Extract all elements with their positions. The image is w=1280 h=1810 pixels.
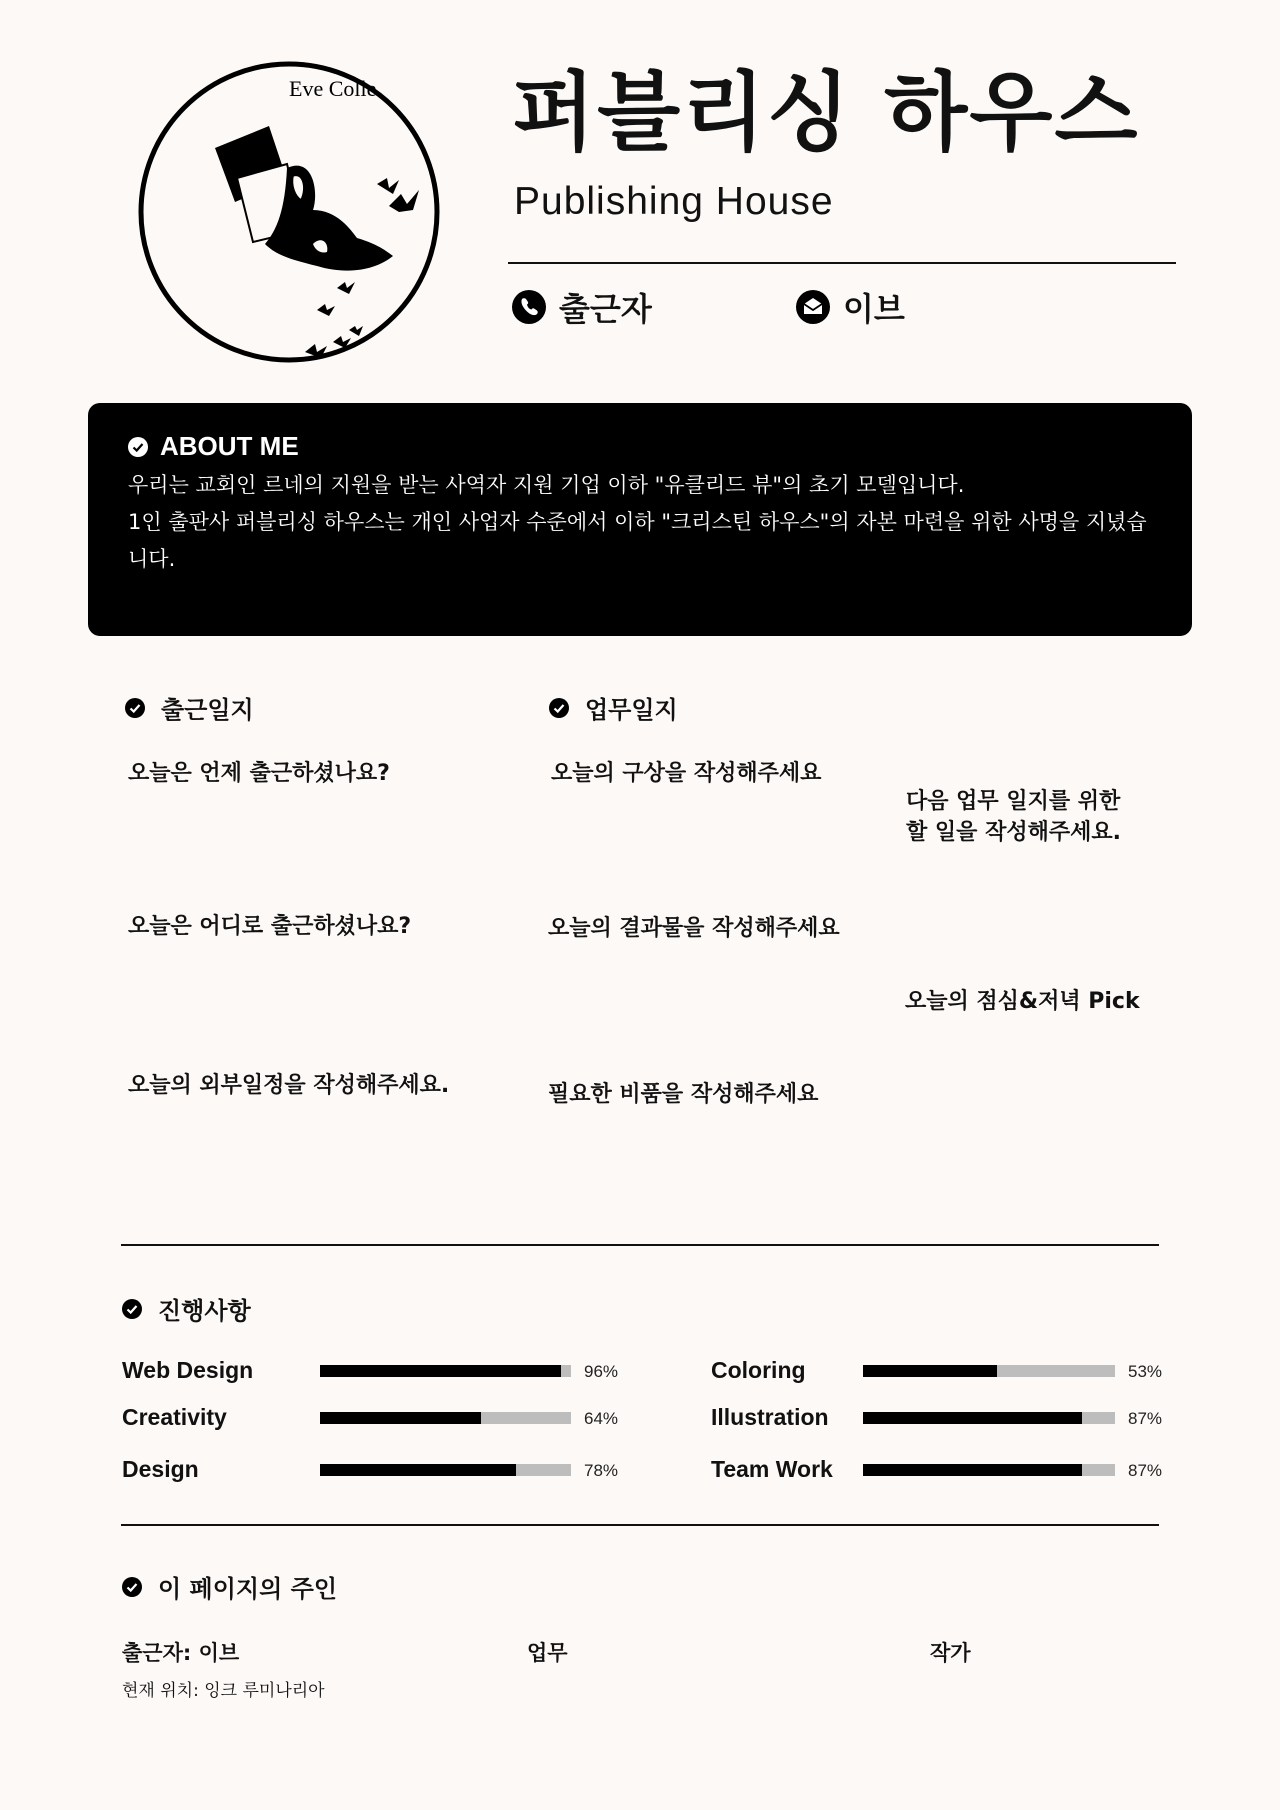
mail-icon xyxy=(795,289,831,325)
about-line-1: 우리는 교회인 르네의 지원을 받는 사역자 지원 기업 이하 "유클리드 뷰"의 초기 모델입니다. xyxy=(128,473,965,497)
logo-emblem xyxy=(137,60,441,364)
skill-label: Design xyxy=(122,1456,199,1482)
skill-bar-fill xyxy=(320,1412,481,1424)
skill-percent: 53% xyxy=(1128,1362,1163,1381)
worklog-question-1: 오늘의 구상을 작성해주세요 xyxy=(551,761,822,786)
worklog-side-note-2: 오늘의 점심&저녁 Pick xyxy=(905,989,1140,1014)
contact-mail-label: 이브 xyxy=(843,290,905,328)
attendance-question-2: 오늘은 어디로 출근하셨나요? xyxy=(128,914,412,939)
about-body xyxy=(128,467,1158,578)
skill-label: Web Design xyxy=(122,1357,254,1383)
check-icon xyxy=(128,437,148,457)
skill-bar xyxy=(863,1412,1115,1424)
about-line-2: 1인 출판사 퍼블리싱 하우스는 개인 사업자 수준에서 이하 "크리스틴 하우스"의 자본 마련을 위한 사명을 지녔습니다. xyxy=(128,510,1147,571)
check-icon xyxy=(122,1299,142,1319)
attendance-question-1: 오늘은 언제 출근하셨나요? xyxy=(128,761,390,786)
skill-label: Illustration xyxy=(711,1404,829,1430)
worklog-side-note-1-line-1: 다음 업무 일지를 위한 xyxy=(906,789,1121,814)
progress-heading-text: 진행사항 xyxy=(158,1297,251,1325)
check-icon xyxy=(549,698,569,718)
contact-phone-label: 출근자 xyxy=(559,290,652,328)
skill-percent: 87% xyxy=(1128,1409,1163,1428)
section-divider xyxy=(121,1524,1159,1526)
worklog-heading-text: 업무일지 xyxy=(585,696,678,724)
section-divider xyxy=(121,1244,1159,1246)
skill-bar xyxy=(320,1365,571,1377)
worklog-question-3: 필요한 비품을 작성해주세요 xyxy=(548,1082,819,1107)
skill-label: Creativity xyxy=(122,1404,227,1430)
attendance-heading xyxy=(125,690,254,725)
worklog-side-note-1-line-2: 할 일을 작성해주세요. xyxy=(906,820,1121,845)
worklog-question-2: 오늘의 결과물을 작성해주세요 xyxy=(548,916,840,941)
skill-bar-fill xyxy=(863,1365,997,1377)
attendance-heading-text: 출근일지 xyxy=(161,696,254,724)
owner-heading-text: 이 페이지의 주인 xyxy=(158,1575,337,1603)
skill-bar-fill xyxy=(320,1464,516,1476)
skill-bar-fill xyxy=(863,1464,1082,1476)
skill-percent: 78% xyxy=(584,1461,619,1480)
worklog-heading xyxy=(549,690,678,725)
about-heading-text: ABOUT ME xyxy=(160,431,299,461)
skill-label: Coloring xyxy=(711,1357,806,1383)
attendance-question-3: 오늘의 외부일정을 작성해주세요. xyxy=(128,1073,450,1098)
owner-title: 작가 xyxy=(930,1641,971,1665)
header-divider xyxy=(508,262,1176,264)
skill-bar xyxy=(320,1464,571,1476)
contact-mail xyxy=(795,284,905,330)
skill-bar-fill xyxy=(863,1412,1082,1424)
owner-location: 현재 위치: 잉크 루미나리아 xyxy=(122,1681,325,1701)
check-icon xyxy=(125,698,145,718)
contact-phone xyxy=(511,284,652,330)
skill-bar-fill xyxy=(320,1365,561,1377)
owner-name: 출근자: 이브 xyxy=(122,1641,240,1665)
skill-percent: 87% xyxy=(1128,1461,1163,1480)
skill-percent: 64% xyxy=(584,1409,619,1428)
page-subtitle: Publishing House xyxy=(514,180,834,223)
logo-text: Eve Colle xyxy=(289,76,377,101)
worklog-side-note-1 xyxy=(906,786,1121,848)
progress-heading xyxy=(122,1291,251,1326)
skill-bar xyxy=(863,1464,1115,1476)
about-panel xyxy=(88,403,1192,636)
phone-icon xyxy=(511,289,547,325)
about-heading xyxy=(128,431,299,462)
skill-bar xyxy=(863,1365,1115,1377)
owner-role: 업무 xyxy=(527,1641,568,1665)
skill-percent: 96% xyxy=(584,1362,619,1381)
owner-heading xyxy=(122,1569,337,1604)
skill-bar xyxy=(320,1412,571,1424)
check-icon xyxy=(122,1577,142,1597)
page-title: 퍼블리싱 하우스 xyxy=(512,63,1140,163)
skill-label: Team Work xyxy=(711,1456,833,1482)
